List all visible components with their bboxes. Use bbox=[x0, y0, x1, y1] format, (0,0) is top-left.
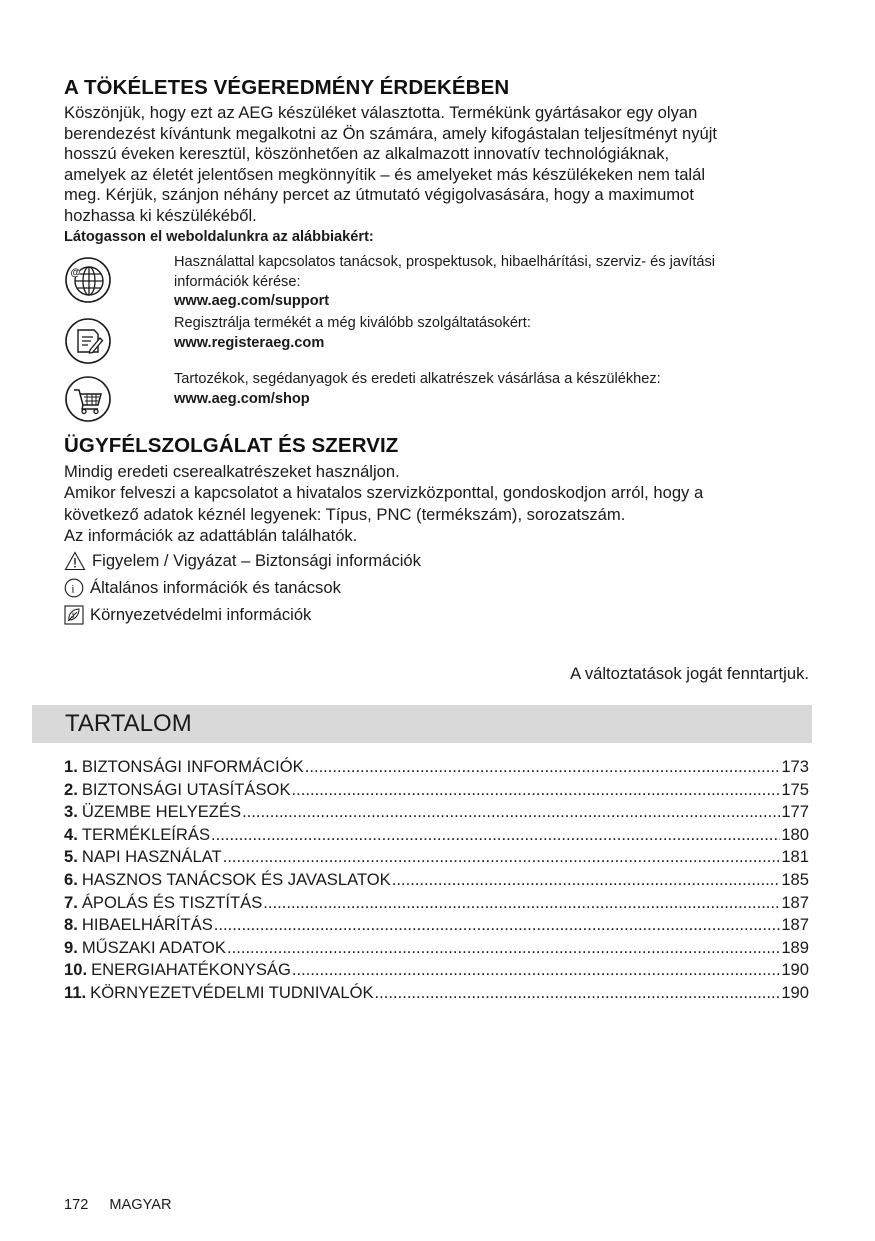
intro-paragraph bbox=[64, 103, 814, 227]
intro-line: amelyek az életét jelentősen megkönnyítik – és amelyeket más készülékeken nem talál bbox=[64, 164, 706, 184]
toc-entry-page: 185 bbox=[781, 869, 809, 889]
toc-entry-page: 173 bbox=[781, 757, 809, 776]
toc-entry-number: 6. bbox=[64, 869, 78, 889]
toc-entry[interactable] bbox=[64, 870, 809, 893]
toc-entry-label: ENERGIAHATÉKONYSÁG bbox=[91, 960, 291, 980]
shop-line: Tartozékok, segédanyagok és eredeti alkatrészek vásárlása a készülékhez: bbox=[174, 371, 661, 387]
service-line: Amikor felveszi a kapcsolatot a hivatalos szervizközponttal, gondoskodjon arról, hogy a bbox=[64, 483, 704, 503]
toc-dot-leader bbox=[211, 825, 780, 845]
toc-entry[interactable] bbox=[64, 847, 809, 870]
toc-entry-label: MŰSZAKI ADATOK bbox=[81, 937, 226, 957]
toc-entry-number: 2. bbox=[64, 779, 78, 799]
shopping-cart-icon bbox=[64, 375, 112, 423]
toc-entry-page: 190 bbox=[781, 960, 809, 980]
toc-entry[interactable] bbox=[64, 893, 809, 916]
toc-entry[interactable] bbox=[64, 960, 809, 983]
legend-environment-text: Környezetvédelmi információk bbox=[90, 605, 312, 624]
toc-entry-page: 181 bbox=[781, 847, 809, 867]
toc-dot-leader bbox=[305, 757, 781, 777]
toc-entry-label: KÖRNYEZETVÉDELMI TUDNIVALÓK bbox=[90, 982, 374, 1002]
toc-entry-label: HIBAELHÁRÍTÁS bbox=[81, 915, 213, 935]
toc-title: TARTALOM bbox=[65, 710, 192, 737]
legend-info bbox=[64, 578, 341, 598]
section-title-results: A TÖKÉLETES VÉGEREDMÉNY ÉRDEKÉBEN bbox=[64, 76, 510, 99]
toc-entry-page: 187 bbox=[781, 892, 809, 912]
toc-entry[interactable] bbox=[64, 802, 809, 825]
toc-entry[interactable] bbox=[64, 757, 809, 780]
toc-header-bar bbox=[32, 705, 812, 743]
toc-dot-leader bbox=[223, 847, 781, 867]
toc-entry[interactable] bbox=[64, 780, 809, 803]
toc-entry-label: BIZTONSÁGI INFORMÁCIÓK bbox=[81, 757, 304, 776]
service-line: Az információk az adattáblán találhatók. bbox=[64, 526, 358, 546]
section-title-service: ÜGYFÉLSZOLGÁLAT ÉS SZERVIZ bbox=[64, 434, 399, 457]
legend-environment bbox=[64, 605, 311, 625]
toc-dot-leader bbox=[214, 915, 781, 935]
intro-line: meg. Kérjük, szánjon néhány percet az útmutató végigolvasására, hogy a maximumot bbox=[64, 185, 694, 205]
toc-entry-number: 8. bbox=[64, 915, 78, 935]
page-number: 172 bbox=[64, 1197, 89, 1213]
svg-text:@: @ bbox=[70, 267, 81, 279]
toc-entry-number: 1. bbox=[64, 757, 78, 776]
toc-entry-page: 175 bbox=[781, 779, 809, 799]
toc-entry-page: 190 bbox=[781, 982, 809, 1002]
toc-entry-number: 9. bbox=[64, 937, 78, 957]
intro-line: Köszönjük, hogy ezt az AEG készüléket választotta. Termékünk gyártásakor egy olyan bbox=[64, 103, 698, 122]
toc-entry-number: 7. bbox=[64, 892, 78, 912]
toc-entry-label: ÜZEMBE HELYEZÉS bbox=[81, 802, 242, 822]
toc-entry-number: 5. bbox=[64, 847, 78, 867]
toc-entry-label: BIZTONSÁGI UTASÍTÁSOK bbox=[81, 779, 291, 799]
footer-language: MAGYAR bbox=[109, 1197, 172, 1213]
service-paragraph bbox=[64, 461, 703, 547]
legend-warning-text: Figyelem / Vigyázat – Biztonsági információk bbox=[92, 551, 421, 570]
toc-entry-label: HASZNOS TANÁCSOK ÉS JAVASLATOK bbox=[81, 869, 391, 889]
globe-icon bbox=[64, 256, 112, 304]
service-line: Mindig eredeti cserealkatrészeket használjon. bbox=[64, 462, 400, 481]
toc-entry-page: 177 bbox=[781, 802, 809, 822]
toc-dot-leader bbox=[375, 983, 781, 1003]
toc-dot-leader bbox=[242, 802, 780, 822]
legend-warning bbox=[64, 551, 421, 571]
table-of-contents bbox=[64, 757, 809, 1006]
support-line: Használattal kapcsolatos tanácsok, prospektusok, hibaelhárítási, szerviz- és javítási bbox=[174, 254, 716, 270]
toc-dot-leader bbox=[263, 893, 780, 913]
toc-entry[interactable] bbox=[64, 983, 809, 1006]
toc-entry[interactable] bbox=[64, 915, 809, 938]
support-info bbox=[174, 253, 715, 312]
info-circle-icon bbox=[64, 578, 84, 598]
toc-dot-leader bbox=[292, 960, 780, 980]
register-info bbox=[174, 314, 531, 353]
register-url-link[interactable]: www.registeraeg.com bbox=[174, 334, 325, 351]
leaf-icon bbox=[64, 605, 84, 625]
toc-entry-number: 11. bbox=[64, 982, 87, 1002]
legend-info-text: Általános információk és tanácsok bbox=[90, 578, 341, 597]
visit-heading: Látogasson el weboldalunkra az alábbiakért: bbox=[64, 229, 374, 245]
shop-url-link[interactable]: www.aeg.com/shop bbox=[174, 390, 310, 407]
warning-triangle-icon bbox=[64, 551, 86, 571]
toc-entry-number: 10. bbox=[64, 960, 88, 980]
toc-dot-leader bbox=[227, 938, 780, 958]
service-line: következő adatok kéznél legyenek: Típus, PNC (termékszám), sorozatszám. bbox=[64, 504, 626, 524]
support-line: információk kérése: bbox=[174, 273, 301, 290]
svg-text:i: i bbox=[71, 581, 75, 596]
intro-line: berendezést kívántunk megalkotni az Ön számára, amely kifogástalan teljesítményt nyújt bbox=[64, 123, 718, 143]
toc-entry-number: 3. bbox=[64, 802, 78, 822]
shop-info bbox=[174, 370, 661, 409]
rights-reserved-note: A változtatások jogát fenntartjuk. bbox=[570, 664, 809, 683]
toc-entry-number: 4. bbox=[64, 824, 78, 844]
toc-entry-page: 189 bbox=[781, 937, 809, 957]
toc-entry-page: 187 bbox=[781, 915, 809, 935]
toc-dot-leader bbox=[292, 780, 781, 800]
toc-entry[interactable] bbox=[64, 825, 809, 848]
toc-entry[interactable] bbox=[64, 938, 809, 961]
page-footer bbox=[64, 1197, 172, 1213]
register-form-icon bbox=[64, 317, 112, 365]
register-line: Regisztrálja termékét a még kiválóbb szolgáltatásokért: bbox=[174, 315, 531, 331]
intro-line: hozhassa ki készülékéből. bbox=[64, 205, 257, 225]
toc-entry-label: ÁPOLÁS ÉS TISZTÍTÁS bbox=[81, 892, 263, 912]
toc-dot-leader bbox=[392, 870, 781, 890]
toc-entry-page: 180 bbox=[781, 824, 809, 844]
toc-entry-label: TERMÉKLEÍRÁS bbox=[81, 824, 211, 844]
support-url-link[interactable]: www.aeg.com/support bbox=[174, 293, 330, 310]
intro-line: hosszú éveken keresztül, köszönhetően az alkalmazott innovatív technológiáknak, bbox=[64, 144, 670, 164]
toc-entry-label: NAPI HASZNÁLAT bbox=[81, 847, 222, 867]
